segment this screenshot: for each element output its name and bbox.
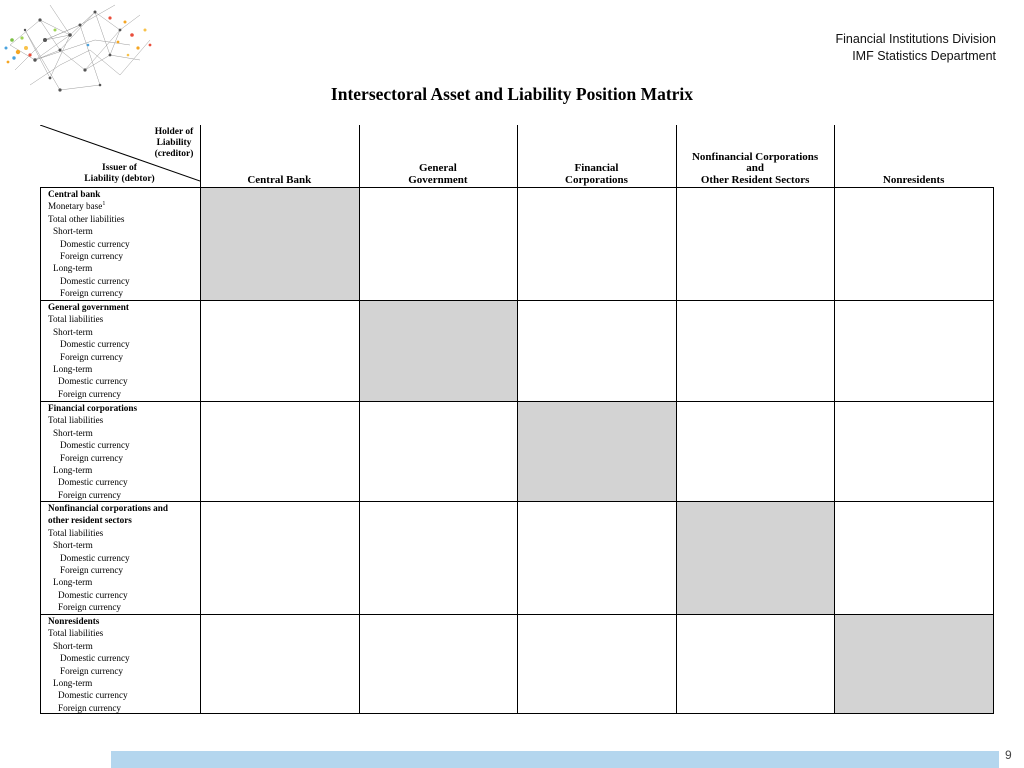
row-item-text: Long-term <box>53 364 93 375</box>
row-group-header: other resident sectors <box>48 515 132 526</box>
row-item-text: Foreign currency <box>58 388 122 399</box>
footnote-marker: 1 <box>102 201 106 208</box>
row-item-text: Total other liabilities <box>48 213 125 224</box>
row-item <box>48 388 130 400</box>
department-name: IMF Statistics Department <box>852 49 996 63</box>
grid-horizontal-line <box>40 713 994 714</box>
row-item-text: Domestic currency <box>60 552 130 563</box>
row-item <box>48 452 137 464</box>
row-item <box>48 427 137 439</box>
row-item <box>48 576 168 588</box>
grid-horizontal-line <box>40 501 994 502</box>
column-header <box>676 125 835 187</box>
row-item <box>48 200 130 212</box>
row-item <box>48 238 130 250</box>
row-item-text: Long-term <box>53 465 93 476</box>
row-item-text: Monetary base <box>48 201 103 212</box>
row-item-text: Short-term <box>53 226 93 237</box>
row-item-text: Foreign currency <box>60 288 124 299</box>
grid-horizontal-line <box>40 401 994 402</box>
row-item-text: Short-term <box>53 540 93 551</box>
row-item-text: Foreign currency <box>58 489 122 500</box>
row-item-text: Foreign currency <box>58 702 122 713</box>
row-item-text: Domestic currency <box>58 589 128 600</box>
row-item-text: Foreign currency <box>60 665 124 676</box>
column-header-line: General <box>418 162 457 174</box>
column-header <box>517 125 676 187</box>
row-item-text: Domestic currency <box>60 440 130 451</box>
row-group-labels <box>48 615 130 714</box>
row-item-text: Foreign currency <box>58 602 122 613</box>
column-header-line: Corporations <box>565 173 628 186</box>
grid-vertical-line <box>517 125 518 713</box>
grid-horizontal-line <box>40 187 994 188</box>
row-item <box>48 326 130 338</box>
row-item <box>48 527 168 539</box>
row-group-labels <box>48 402 137 501</box>
row-item <box>48 589 168 601</box>
position-matrix <box>40 125 993 713</box>
holder-line: (creditor) <box>154 149 194 159</box>
grid-vertical-line <box>993 187 994 713</box>
row-item <box>48 627 130 639</box>
footer-bar <box>111 751 999 768</box>
row-item <box>48 275 130 287</box>
row-item <box>48 414 137 426</box>
grid-vertical-line <box>676 125 677 713</box>
row-item-text: Long-term <box>53 263 93 274</box>
row-item <box>48 287 130 299</box>
row-item-text: Domestic currency <box>60 238 130 249</box>
grid-horizontal-line <box>40 300 994 301</box>
row-item <box>48 351 130 363</box>
row-item <box>48 677 130 689</box>
row-item <box>48 665 130 677</box>
diagonal-shaded-cell <box>834 614 993 713</box>
row-item <box>48 640 130 652</box>
issuer-line: Issuer of <box>102 163 137 173</box>
page-number: 9 <box>1005 748 1012 762</box>
issuer-label <box>42 163 197 185</box>
page-title: Intersectoral Asset and Liability Position Matrix <box>330 84 694 104</box>
row-group-header: Nonresidents <box>48 616 100 626</box>
row-item-text: Foreign currency <box>60 351 124 362</box>
row-item <box>48 489 137 501</box>
row-item <box>48 464 137 476</box>
column-header <box>200 125 359 187</box>
grid-vertical-line <box>200 125 201 713</box>
header-info <box>836 31 997 65</box>
row-item-text: Total liabilities <box>48 314 104 325</box>
row-item-text: Domestic currency <box>58 376 128 387</box>
diagonal-shaded-cell <box>676 501 835 614</box>
row-item <box>48 213 130 225</box>
column-header-line: Financial <box>574 162 619 174</box>
row-item <box>48 652 130 664</box>
row-item <box>48 262 130 274</box>
column-header <box>359 125 518 187</box>
holder-line: Liability <box>156 138 192 148</box>
row-item <box>48 363 130 375</box>
column-header-line: Government <box>408 173 468 186</box>
column-header-line: Central Bank <box>247 173 312 186</box>
row-group-labels <box>48 502 168 614</box>
row-item-text: Total liabilities <box>48 415 104 426</box>
row-item-text: Foreign currency <box>60 565 124 576</box>
row-item-text: Short-term <box>53 326 93 337</box>
row-item-text: Domestic currency <box>58 477 128 488</box>
holder-line: Holder of <box>154 127 194 137</box>
grid-vertical-line <box>359 125 360 713</box>
row-group-labels <box>48 188 130 300</box>
row-item-text: Domestic currency <box>60 275 130 286</box>
column-header-line: Nonfinancial Corporations <box>691 150 819 163</box>
row-item <box>48 564 168 576</box>
row-group-header: General government <box>48 302 129 312</box>
row-group-header: Nonfinancial corporations and <box>48 503 168 513</box>
row-item-text: Foreign currency <box>60 251 124 262</box>
row-item <box>48 689 130 701</box>
row-item <box>48 439 137 451</box>
row-item-text: Long-term <box>53 678 93 689</box>
row-item <box>48 539 168 551</box>
row-item-text: Domestic currency <box>60 653 130 664</box>
diagonal-shaded-cell <box>359 300 518 401</box>
row-item-text: Short-term <box>53 427 93 438</box>
column-header <box>834 125 993 187</box>
row-item-text: Foreign currency <box>60 452 124 463</box>
row-group-labels <box>48 301 130 400</box>
column-header-line: Nonresidents <box>882 173 945 186</box>
issuer-line: Liability (debtor) <box>84 174 155 184</box>
row-group-header: Financial corporations <box>48 403 138 413</box>
row-item <box>48 338 130 350</box>
diagonal-shaded-cell <box>200 187 359 300</box>
row-item <box>48 476 137 488</box>
row-item <box>48 601 168 613</box>
row-item <box>48 552 168 564</box>
row-item <box>48 313 130 325</box>
column-header-line: and <box>746 162 764 174</box>
holder-label <box>150 127 198 160</box>
row-item <box>48 225 130 237</box>
grid-vertical-line <box>834 125 835 713</box>
row-item-text: Short-term <box>53 640 93 651</box>
division-name: Financial Institutions Division <box>835 32 996 46</box>
diagonal-shaded-cell <box>517 401 676 501</box>
row-item <box>48 250 130 262</box>
row-item-text: Total liabilities <box>48 628 104 639</box>
row-item-text: Long-term <box>53 577 93 588</box>
grid-vertical-line <box>40 187 41 713</box>
grid-horizontal-line <box>40 614 994 615</box>
column-header-line: Other Resident Sectors <box>700 173 810 186</box>
row-item <box>48 702 130 714</box>
row-item-text: Domestic currency <box>58 690 128 701</box>
row-item-text: Total liabilities <box>48 527 104 538</box>
row-group-header: Central bank <box>48 189 101 199</box>
row-item-text: Domestic currency <box>60 339 130 350</box>
row-item <box>48 375 130 387</box>
